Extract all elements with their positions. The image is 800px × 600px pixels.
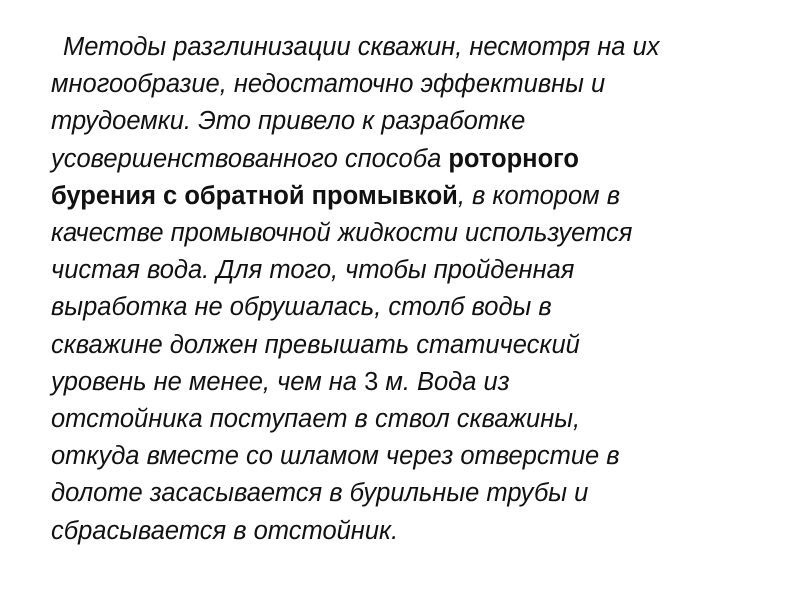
text-line — [51, 178, 781, 215]
bold-term: роторного — [448, 144, 580, 173]
text-line — [51, 364, 781, 401]
text-run: скважине должен превышать статический — [51, 330, 580, 359]
text-line — [51, 66, 781, 103]
text-line — [51, 103, 781, 140]
text-line — [51, 475, 781, 512]
text-run: трудоемки. Это привело к разработке — [51, 107, 526, 136]
text-line — [51, 215, 781, 252]
text-run: усовершенствованного способа — [51, 144, 449, 173]
text-line — [51, 29, 781, 66]
text-run: долоте засасывается в бурильные трубы и — [51, 479, 589, 508]
body-paragraph — [51, 29, 781, 550]
number-value: 3 — [364, 367, 379, 396]
text-run: сбрасывается в отстойник. — [51, 516, 399, 545]
text-line — [51, 327, 781, 364]
text-run: чистая вода. Для того, чтобы пройденная — [51, 256, 575, 285]
text-run: многообразие, недостаточно эффективны и — [51, 70, 606, 99]
text-run: уровень не менее, чем на — [51, 367, 365, 396]
text-run: м. Вода из — [378, 367, 510, 396]
text-run: качестве промывочной жидкости используется — [51, 219, 633, 248]
text-line — [51, 438, 781, 475]
text-run: выработка не обрушалась, столб воды в — [51, 293, 552, 322]
bold-term: бурения с обратной промывкой — [51, 181, 458, 210]
text-run: Методы разглинизации скважин, несмотря на их — [63, 33, 660, 61]
text-run: , в котором в — [457, 181, 621, 210]
text-line — [51, 289, 781, 326]
text-line — [51, 513, 781, 550]
text-line — [51, 401, 781, 438]
text-run: отстойника поступает в ствол скважины, — [51, 405, 581, 434]
text-run: откуда вместе со шламом через отверстие в — [51, 442, 620, 471]
text-line — [51, 141, 781, 178]
text-line — [51, 252, 781, 289]
